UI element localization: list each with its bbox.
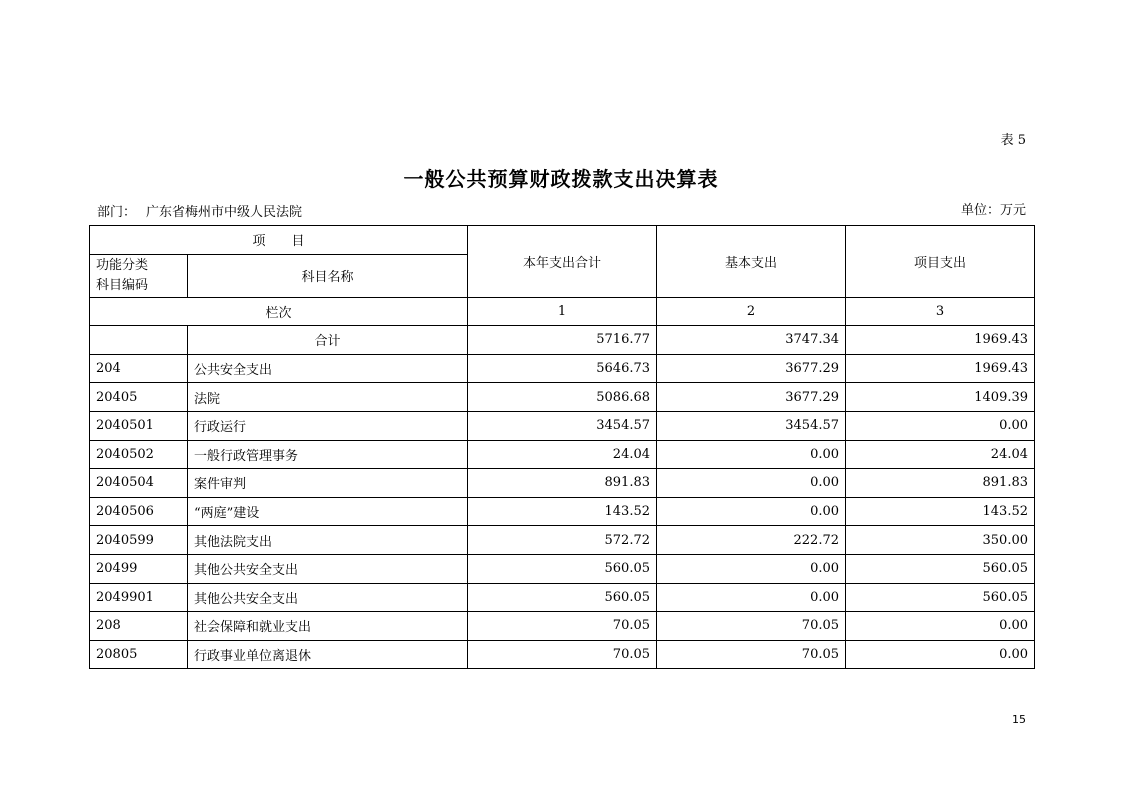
header-item: 项 目 <box>90 226 468 255</box>
row-total: 560.05 <box>468 583 657 612</box>
row-basic: 0.00 <box>657 469 846 498</box>
row-basic: 70.05 <box>657 612 846 641</box>
department-name: 广东省梅州市中级人民法院 <box>146 205 303 220</box>
row-project: 0.00 <box>846 411 1035 440</box>
table-row <box>90 554 1035 583</box>
total-sum: 5716.77 <box>468 326 657 355</box>
row-name: 其他法院支出 <box>188 526 468 555</box>
table-row <box>90 383 1035 412</box>
table-row <box>90 583 1035 612</box>
row-basic: 0.00 <box>657 554 846 583</box>
row-name: 案件审判 <box>188 469 468 498</box>
row-basic: 3677.29 <box>657 383 846 412</box>
row-total: 3454.57 <box>468 411 657 440</box>
row-code: 204 <box>90 354 188 383</box>
department-label: 部门： <box>97 205 137 220</box>
header-project: 项目支出 <box>846 226 1035 298</box>
row-basic: 3454.57 <box>657 411 846 440</box>
table-row <box>90 526 1035 555</box>
column-index-3: 3 <box>846 297 1035 326</box>
row-basic: 222.72 <box>657 526 846 555</box>
row-project: 560.05 <box>846 554 1035 583</box>
page-number: 15 <box>1012 713 1026 726</box>
table-row <box>90 640 1035 669</box>
row-total: 70.05 <box>468 612 657 641</box>
table-row <box>90 469 1035 498</box>
row-name: “两庭”建设 <box>188 497 468 526</box>
column-index-2: 2 <box>657 297 846 326</box>
column-index-row <box>90 297 1035 326</box>
header-code-line2: 科目编码 <box>96 277 149 293</box>
total-basic: 3747.34 <box>657 326 846 355</box>
row-code: 20499 <box>90 554 188 583</box>
row-code: 208 <box>90 612 188 641</box>
table-row <box>90 497 1035 526</box>
row-total: 143.52 <box>468 497 657 526</box>
table-row <box>90 440 1035 469</box>
row-project: 24.04 <box>846 440 1035 469</box>
row-name: 其他公共安全支出 <box>188 583 468 612</box>
total-code <box>90 326 188 355</box>
row-name: 其他公共安全支出 <box>188 554 468 583</box>
total-row <box>90 326 1035 355</box>
row-basic: 70.05 <box>657 640 846 669</box>
budget-table <box>89 225 1035 669</box>
row-name: 行政运行 <box>188 411 468 440</box>
header-total: 本年支出合计 <box>468 226 657 298</box>
row-project: 143.52 <box>846 497 1035 526</box>
header-row-1 <box>90 226 1035 255</box>
row-basic: 0.00 <box>657 583 846 612</box>
row-code: 20805 <box>90 640 188 669</box>
row-code: 2040501 <box>90 411 188 440</box>
department <box>97 201 302 220</box>
row-name: 公共安全支出 <box>188 354 468 383</box>
row-basic: 0.00 <box>657 497 846 526</box>
row-code: 2049901 <box>90 583 188 612</box>
header-basic: 基本支出 <box>657 226 846 298</box>
table-row <box>90 411 1035 440</box>
row-project: 891.83 <box>846 469 1035 498</box>
row-total: 891.83 <box>468 469 657 498</box>
table-number: 表 5 <box>1000 133 1026 148</box>
row-basic: 3677.29 <box>657 354 846 383</box>
total-project: 1969.43 <box>846 326 1035 355</box>
row-project: 0.00 <box>846 612 1035 641</box>
row-name: 法院 <box>188 383 468 412</box>
row-total: 572.72 <box>468 526 657 555</box>
unit-label: 单位：万元 <box>960 203 1026 218</box>
row-total: 70.05 <box>468 640 657 669</box>
row-project: 0.00 <box>846 640 1035 669</box>
column-label: 栏次 <box>90 297 468 326</box>
row-total: 5086.68 <box>468 383 657 412</box>
row-code: 2040599 <box>90 526 188 555</box>
row-total: 24.04 <box>468 440 657 469</box>
total-label: 合计 <box>188 326 468 355</box>
row-name: 行政事业单位离退休 <box>188 640 468 669</box>
header-subject-name: 科目名称 <box>188 254 468 297</box>
row-project: 1969.43 <box>846 354 1035 383</box>
row-code: 20405 <box>90 383 188 412</box>
row-basic: 0.00 <box>657 440 846 469</box>
row-project: 1409.39 <box>846 383 1035 412</box>
row-code: 2040502 <box>90 440 188 469</box>
row-project: 560.05 <box>846 583 1035 612</box>
row-total: 5646.73 <box>468 354 657 383</box>
table-row <box>90 354 1035 383</box>
row-code: 2040504 <box>90 469 188 498</box>
table-row <box>90 612 1035 641</box>
row-name: 社会保障和就业支出 <box>188 612 468 641</box>
column-index-1: 1 <box>468 297 657 326</box>
header-code <box>90 254 188 297</box>
row-name: 一般行政管理事务 <box>188 440 468 469</box>
row-total: 560.05 <box>468 554 657 583</box>
header-code-line1: 功能分类 <box>96 257 149 273</box>
row-project: 350.00 <box>846 526 1035 555</box>
page-title: 一般公共预算财政拨款支出决算表 <box>403 167 719 191</box>
row-code: 2040506 <box>90 497 188 526</box>
